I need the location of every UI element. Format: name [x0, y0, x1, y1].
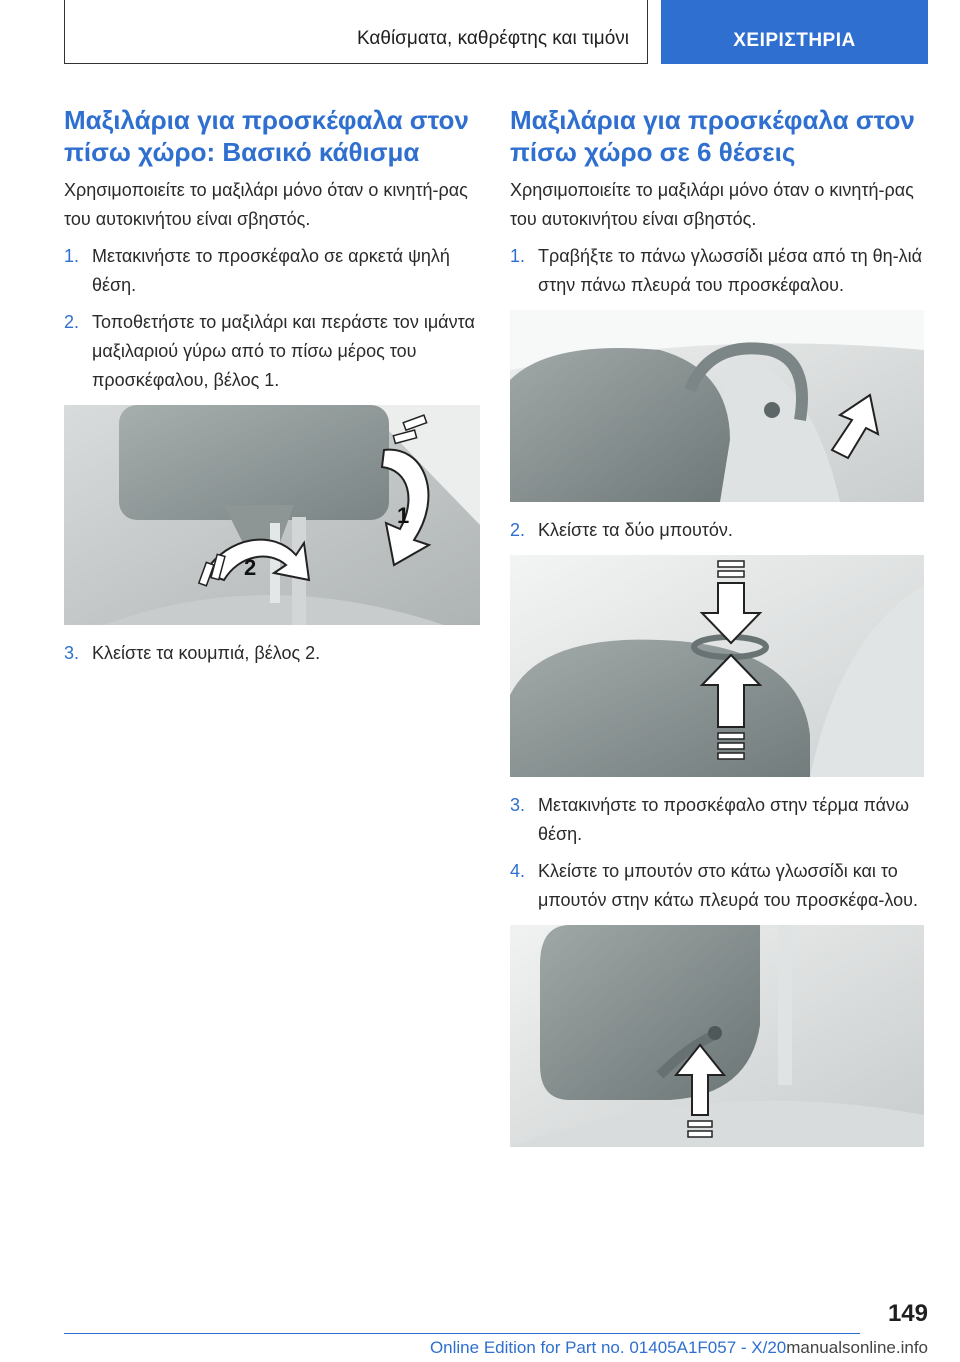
left-intro: Χρησιμοποιείτε το μαξιλάρι μόνο όταν ο κινητή-ρας του αυτοκινήτου είναι σβηστός. [64, 180, 468, 229]
step-number: 4. [510, 861, 526, 881]
step-number: 3. [64, 643, 80, 663]
step-text: Κλείστε τα κουμπιά, βέλος 2. [92, 643, 321, 663]
left-column [64, 104, 480, 676]
svg-text:1: 1 [397, 503, 410, 528]
step-text: Μετακινήστε το προσκέφαλο σε αρκετά ψηλή θέση. [92, 246, 450, 295]
step-text: Κλείστε το μπουτόν στο κάτω γλωσσίδι και το μπουτόν στην κάτω πλευρά του προσκέφα-λου. [538, 861, 918, 910]
left-step-1 [64, 242, 480, 300]
headrest-figure-base-seat [64, 405, 480, 625]
chapter-tab[interactable] [661, 0, 928, 64]
step-number: 1. [64, 246, 80, 266]
headrest-figure-lower-tab [510, 925, 924, 1147]
right-step-4 [510, 857, 926, 915]
arrow-label-1 [397, 503, 409, 528]
header-frame [64, 0, 648, 64]
right-step-3 [510, 791, 926, 849]
chapter-tab-label: ΧΕΙΡΙΣΤΗΡΙΑ [733, 30, 856, 51]
watermark-text: manualsonline.info [786, 1338, 928, 1357]
step-number: 3. [510, 795, 526, 815]
section-subtitle: Καθίσματα, καθρέφτης και τιμόνι [356, 28, 629, 49]
step-number: 2. [64, 312, 80, 332]
edition-text: Online Edition for Part no. 01405A1F057 - X/20 [429, 1338, 787, 1357]
footer-divider [64, 1333, 860, 1334]
page-header [64, 0, 928, 64]
arrow-label-2 [244, 555, 256, 580]
step-text: Μετακινήστε το προσκέφαλο στην τέρμα πάνω θέση. [538, 795, 910, 844]
right-section-title: Μαξιλάρια για προσκέφαλα στον πίσω χώρο σε 6 θέσεις [510, 105, 915, 167]
step-number: 1. [510, 246, 526, 266]
right-column [510, 104, 926, 1161]
step-text: Τραβήξτε το πάνω γλωσσίδι μέσα από τη θη-λιά στην πάνω πλευρά του προσκέφαλου. [538, 246, 923, 295]
headrest-figure-buttons [510, 555, 924, 777]
step-number: 2. [510, 520, 526, 540]
right-step-2 [510, 516, 926, 545]
step-text: Τοποθετήστε το μαξιλάρι και περάστε τον ιμάντα μαξιλαριού γύρω από το πίσω μέρος του προσκέφαλου, βέλος 1. [92, 312, 475, 390]
left-step-2 [64, 308, 480, 395]
headrest-figure-pull-tab [510, 310, 924, 502]
page-number: 149 [887, 1300, 928, 1327]
step-text: Κλείστε τα δύο μπουτόν. [538, 520, 733, 540]
left-section-title: Μαξιλάρια για προσκέφαλα στον πίσω χώρο: Βασικό κάθισμα [64, 105, 469, 167]
edition-line [430, 1338, 928, 1358]
right-intro: Χρησιμοποιείτε το μαξιλάρι μόνο όταν ο κινητή-ρας του αυτοκινήτου είναι σβηστός. [510, 180, 914, 229]
left-step-3 [64, 639, 480, 668]
svg-text:2: 2 [244, 555, 257, 580]
right-step-1 [510, 242, 926, 300]
